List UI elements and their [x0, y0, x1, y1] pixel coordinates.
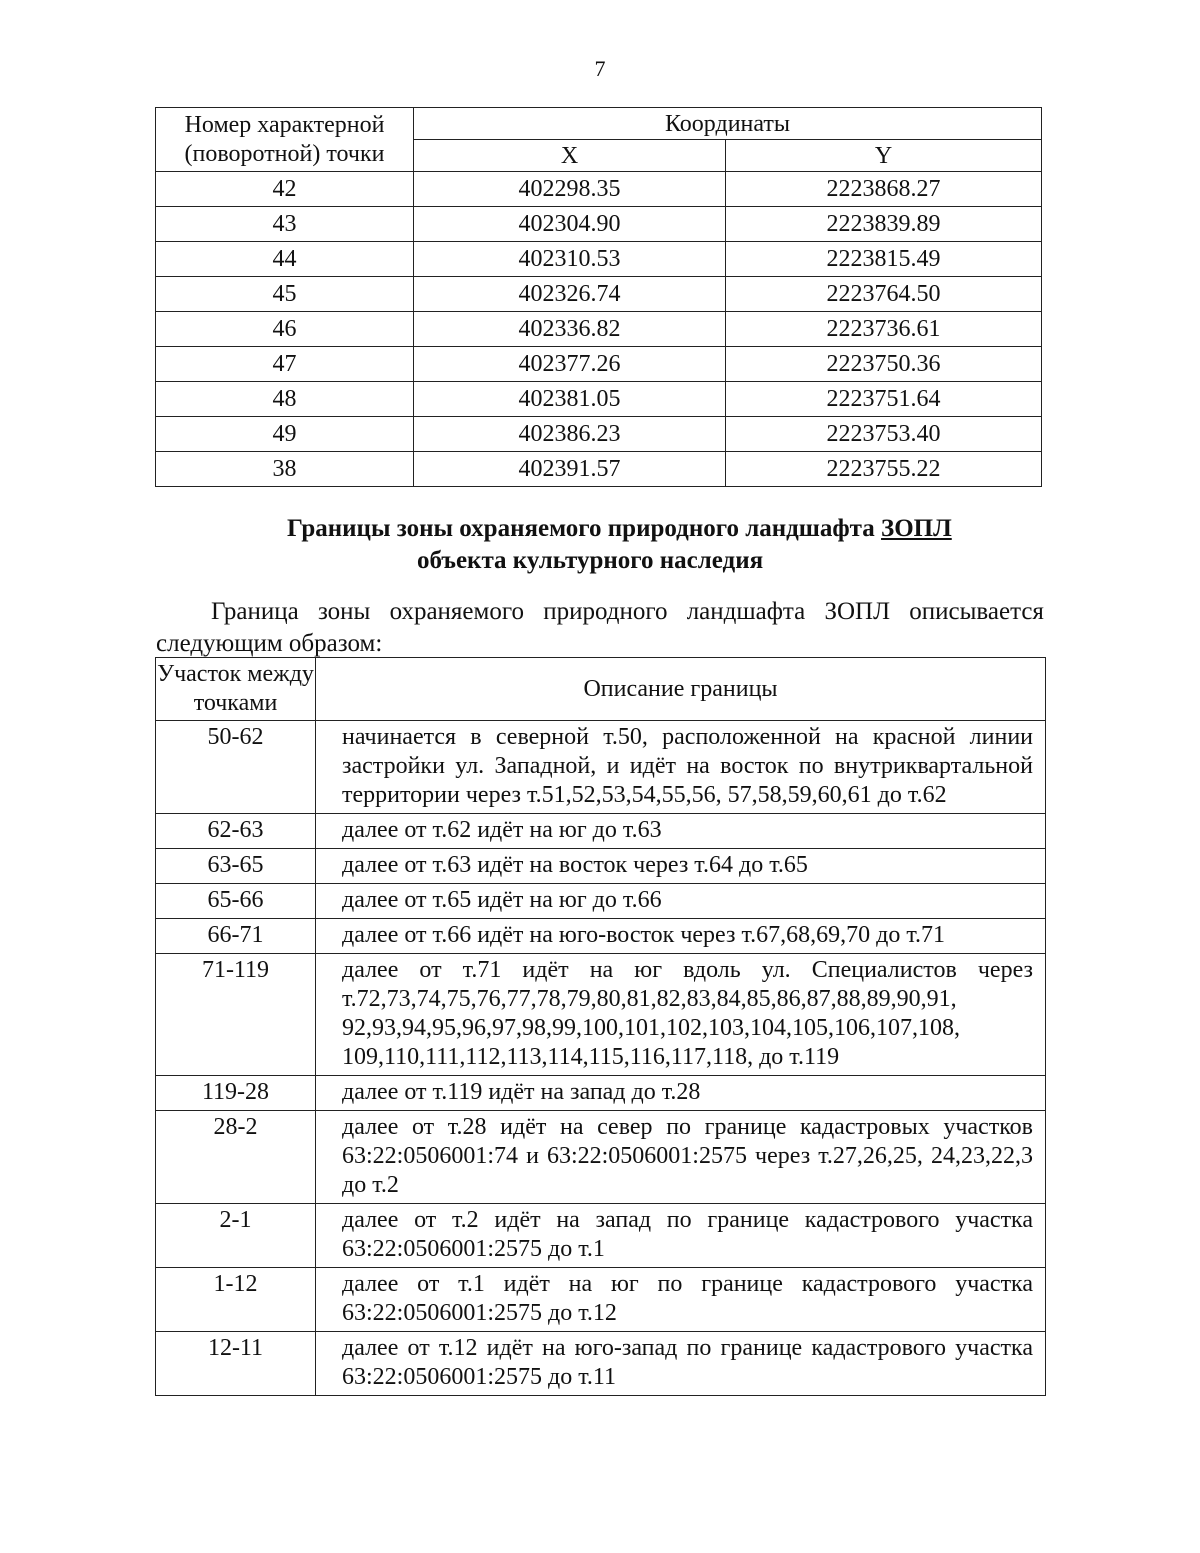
point-cell: 44 [156, 242, 414, 277]
table-row [156, 814, 1046, 849]
y-cell: 2223753.40 [726, 417, 1042, 452]
section-cell: 12-11 [156, 1332, 316, 1396]
paragraph-word: зоны [317, 598, 371, 625]
section-cell: 2-1 [156, 1204, 316, 1268]
description-cell: далее от т.62 идёт на юг до т.63 [316, 814, 1046, 849]
y-cell: 2223815.49 [726, 242, 1042, 277]
paragraph-word: ЗОПЛ [824, 598, 891, 625]
paragraph-line-1 [156, 596, 1044, 628]
paragraph-word: Граница [211, 598, 299, 625]
x-cell: 402326.74 [414, 277, 726, 312]
y-cell: 2223755.22 [726, 452, 1042, 487]
point-cell: 45 [156, 277, 414, 312]
description-cell: далее от т.63 идёт на восток через т.64 до т.65 [316, 849, 1046, 884]
description-cell: далее от т.65 идёт на юг до т.66 [316, 884, 1046, 919]
y-cell: 2223751.64 [726, 382, 1042, 417]
description-cell: далее от т.28 идёт на север по границе кадастровых участков 63:22:0506001:74 и 63:22:0506001:2575 через т.27,26,25, 24,23,22,3 до т.2 [316, 1111, 1046, 1204]
table-row [156, 954, 1046, 1076]
header-description: Описание границы [316, 658, 1046, 721]
x-cell: 402391.57 [414, 452, 726, 487]
section-cell: 119-28 [156, 1076, 316, 1111]
section-cell: 63-65 [156, 849, 316, 884]
table-row [156, 242, 1042, 277]
paragraph-word: ландшафта [686, 598, 806, 625]
x-cell: 402310.53 [414, 242, 726, 277]
point-cell: 38 [156, 452, 414, 487]
table-row [156, 1111, 1046, 1204]
description-cell: далее от т.1 идёт на юг по границе кадастрового участка 63:22:0506001:2575 до т.12 [316, 1268, 1046, 1332]
table-row [156, 1332, 1046, 1396]
y-cell: 2223764.50 [726, 277, 1042, 312]
table-row [156, 207, 1042, 242]
table-row [156, 452, 1042, 487]
paragraph-word: описывается [909, 598, 1044, 625]
x-cell: 402377.26 [414, 347, 726, 382]
point-cell: 42 [156, 172, 414, 207]
x-cell: 402298.35 [414, 172, 726, 207]
table-row [156, 312, 1042, 347]
heading-line-2: объекта культурного наследия [417, 547, 764, 574]
table-row [156, 721, 1046, 814]
coordinates-table [155, 107, 1042, 487]
table-row [156, 382, 1042, 417]
table-row [156, 919, 1046, 954]
point-cell: 47 [156, 347, 414, 382]
description-cell: далее от т.2 идёт на запад по границе кадастрового участка 63:22:0506001:2575 до т.1 [316, 1204, 1046, 1268]
x-cell: 402381.05 [414, 382, 726, 417]
x-cell: 402336.82 [414, 312, 726, 347]
boundary-description-table [155, 657, 1046, 1396]
y-cell: 2223839.89 [726, 207, 1042, 242]
section-cell: 62-63 [156, 814, 316, 849]
point-cell: 48 [156, 382, 414, 417]
description-cell: далее от т.71 идёт на юг вдоль ул. Специалистов через т.72,73,74,75,76,77,78,79,80,81,82,83,84,85,86,87,88,89,90,91, 92,93,94,95,96,97,98,99,100,101,102,103,104,105,106,107,108, 109,110,111,112,113,114,115,116,117,118, до т.119 [316, 954, 1046, 1076]
point-cell: 43 [156, 207, 414, 242]
table-row [156, 1076, 1046, 1111]
section-cell: 28-2 [156, 1111, 316, 1204]
description-cell: далее от т.12 идёт на юго-запад по границе кадастрового участка 63:22:0506001:2575 до т.11 [316, 1332, 1046, 1396]
header-coordinates: Координаты [414, 108, 1042, 140]
description-cell: далее от т.119 идёт на запад до т.28 [316, 1076, 1046, 1111]
header-section: Участок между точками [156, 658, 316, 721]
header-x: X [414, 140, 726, 172]
y-cell: 2223868.27 [726, 172, 1042, 207]
table-row [156, 347, 1042, 382]
table-row [156, 417, 1042, 452]
paragraph-line-2: следующим образом: [156, 630, 383, 657]
point-cell: 46 [156, 312, 414, 347]
header-point-number: Номер характерной (поворотной) точки [156, 108, 414, 172]
paragraph-word: охраняемого [389, 598, 524, 625]
section-cell: 71-119 [156, 954, 316, 1076]
x-cell: 402304.90 [414, 207, 726, 242]
y-cell: 2223736.61 [726, 312, 1042, 347]
heading-abbreviation: ЗОПЛ [881, 515, 952, 542]
intro-paragraph [156, 596, 1044, 660]
section-cell: 50-62 [156, 721, 316, 814]
section-cell: 66-71 [156, 919, 316, 954]
section-cell: 65-66 [156, 884, 316, 919]
table-row [156, 172, 1042, 207]
point-cell: 49 [156, 417, 414, 452]
description-cell: начинается в северной т.50, расположенной на красной линии застройки ул. Западной, и идёт на восток по внутриквартальной территории через т.51,52,53,54,55,56, 57,58,59,60,61 до т.62 [316, 721, 1046, 814]
x-cell: 402386.23 [414, 417, 726, 452]
table-row [156, 1268, 1046, 1332]
table-row [156, 277, 1042, 312]
table-row [156, 884, 1046, 919]
heading-line-1: Границы зоны охраняемого природного ландшафта ЗОПЛ [287, 515, 952, 542]
y-cell: 2223750.36 [726, 347, 1042, 382]
table-row [156, 849, 1046, 884]
paragraph-word: природного [543, 598, 668, 625]
description-cell: далее от т.66 идёт на юго-восток через т.67,68,69,70 до т.71 [316, 919, 1046, 954]
header-y: Y [726, 140, 1042, 172]
table-row [156, 1204, 1046, 1268]
section-cell: 1-12 [156, 1268, 316, 1332]
page-number: 7 [594, 56, 606, 81]
